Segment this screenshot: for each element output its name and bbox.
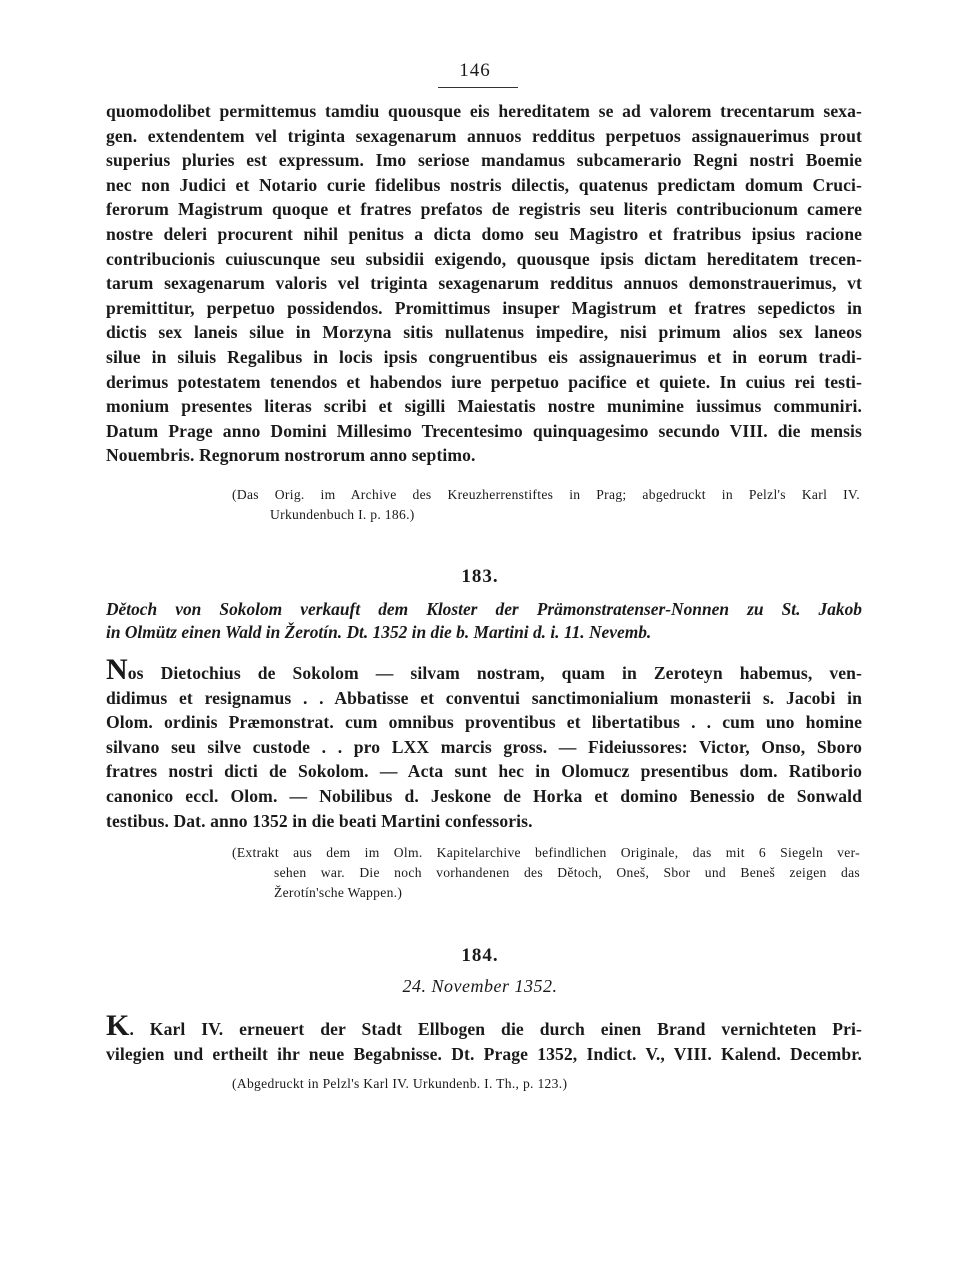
text-line xyxy=(106,653,862,686)
page-number-rule xyxy=(438,87,518,88)
continuation-text xyxy=(106,99,862,468)
heading-line: in Olmütz einen Wald in Žerotín. Dt. 1352 in die b. Martini d. i. 11. Nevemb. xyxy=(106,622,652,642)
text-line: tarum sexagenarum valoris vel triginta sexagenarum redditus annuos demonstrauerimus, vt xyxy=(106,273,862,294)
text-line: dictis sex laneis silue in Morzyna sitis nullatenus impedire, nisi primum alios sex laneos xyxy=(106,322,862,343)
text-line: canonico eccl. Olom. — Nobilibus d. Jeskone de Horka et domino Benessio de Sonwald xyxy=(106,785,862,806)
text-line: ferorum Magistrum quoque et fratres prefatos de registris seu literis contribucionum camere xyxy=(106,199,862,220)
document-number-183: 183. xyxy=(461,566,499,587)
text-line: quomodolibet permittemus tamdiu quousque eis hereditatem se ad valorem trecentarum sexa- xyxy=(106,101,862,121)
source-note-182 xyxy=(232,485,860,525)
note-line: (Das Orig. im Archive des Kreuzherrenstiftes in Prag; abgedruckt in Pelzl's Karl IV. xyxy=(232,487,860,502)
text-line: silue in siluis Regalibus in locis ipsis congruentibus eis assignauerimus et in eorum tradi- xyxy=(106,346,862,367)
document-body-184 xyxy=(106,1009,862,1066)
text-line: fratres nostri dicti de Sokolom. — Acta sunt hec in Olomucz presentibus dom. Ratiborio xyxy=(106,761,862,782)
text-line: nostre deleri procurent nihil penitus a dicta domo seu Magistro et fratribus ipsius racione xyxy=(106,223,862,244)
note-line: (Extrakt aus dem im Olm. Kapitelarchive befindlichen Originale, das mit 6 Siegeln ver- xyxy=(232,845,860,860)
text-line: gen. extendentem vel triginta sexagenarum annuos redditus perpetuos assignauerimus prout xyxy=(106,125,862,146)
text-line-content: os Dietochius de Sokolom — silvam nostram, quam in Zeroteyn habemus, ven- xyxy=(127,663,862,683)
source-note-184 xyxy=(232,1074,860,1094)
text-line: Olom. ordinis Præmonstrat. cum omnibus proventibus et libertatibus . . cum uno homine xyxy=(106,712,862,733)
note-line: Žerotín'sche Wappen.) xyxy=(274,885,403,900)
text-line: didimus et resignamus . . Abbatisse et conventui sanctimonialium monasterii s. Jacobi in xyxy=(106,687,862,708)
text-line: Nouembris. Regnorum nostrorum anno septimo. xyxy=(106,445,476,466)
text-line: silvano seu silve custode . . pro LXX marcis gross. — Fideiussores: Victor, Onso, Sboro xyxy=(106,736,862,757)
text-line: Datum Prage anno Domini Millesimo Trecentesimo quinquagesimo secundo VIII. die mensis xyxy=(106,420,862,441)
text-line: vilegien und ertheilt ihr neue Begabnisse. Dt. Prage 1352, Indict. V., VIII. Kalend. Decembr. xyxy=(106,1043,862,1064)
document-date-184: 24. November 1352. xyxy=(402,976,558,996)
document-heading-183 xyxy=(106,598,862,644)
document-body-183 xyxy=(106,653,862,833)
text-line: monium presentes literas scribi et sigilli Maiestatis nostre munimine iussimus communiri. xyxy=(106,396,862,417)
initial-letter: K xyxy=(106,1009,130,1042)
heading-line: Dětoch von Sokolom verkauft dem Kloster der Prämonstratenser-Nonnen zu St. Jakob xyxy=(106,599,862,619)
text-line: derimus potestatem tenendos et habendos iure perpetuo pacifice et quiete. In cuius rei testi- xyxy=(106,371,862,392)
text-line: premittitur, perpetuo possidendos. Promittimus insuper Magistrum et fratres sepedictos in xyxy=(106,297,862,318)
text-line: testibus. Dat. anno 1352 in die beati Martini confessoris. xyxy=(106,810,533,831)
text-line: superius pluries est expressum. Imo seriose mandamus subcamerario Regni nostri Boemie xyxy=(106,150,862,171)
initial-letter: N xyxy=(106,653,128,686)
source-note-183 xyxy=(232,843,860,903)
note-line: Urkundenbuch I. p. 186.) xyxy=(270,507,415,522)
note-line: (Abgedruckt in Pelzl's Karl IV. Urkundenb. I. Th., p. 123.) xyxy=(232,1076,568,1091)
text-line-content: . Karl IV. erneuert der Stadt Ellbogen die durch einen Brand vernichteten Pri- xyxy=(129,1019,862,1039)
note-line: sehen war. Die noch vorhandenen des Dětoch, Oneš, Sbor und Beneš zeigen das xyxy=(274,865,860,880)
text-line: contribucionis cuiuscunque seu subsidii exigendo, quousque ipsis dictam hereditatem trecen- xyxy=(106,248,862,269)
page-number: 146 xyxy=(459,60,491,81)
text-line: nec non Judici et Notario curie fidelibus nostris dilectis, quatenus predictam domum Cruci- xyxy=(106,174,862,195)
document-number-184: 184. xyxy=(461,945,499,966)
text-line xyxy=(106,1009,862,1042)
